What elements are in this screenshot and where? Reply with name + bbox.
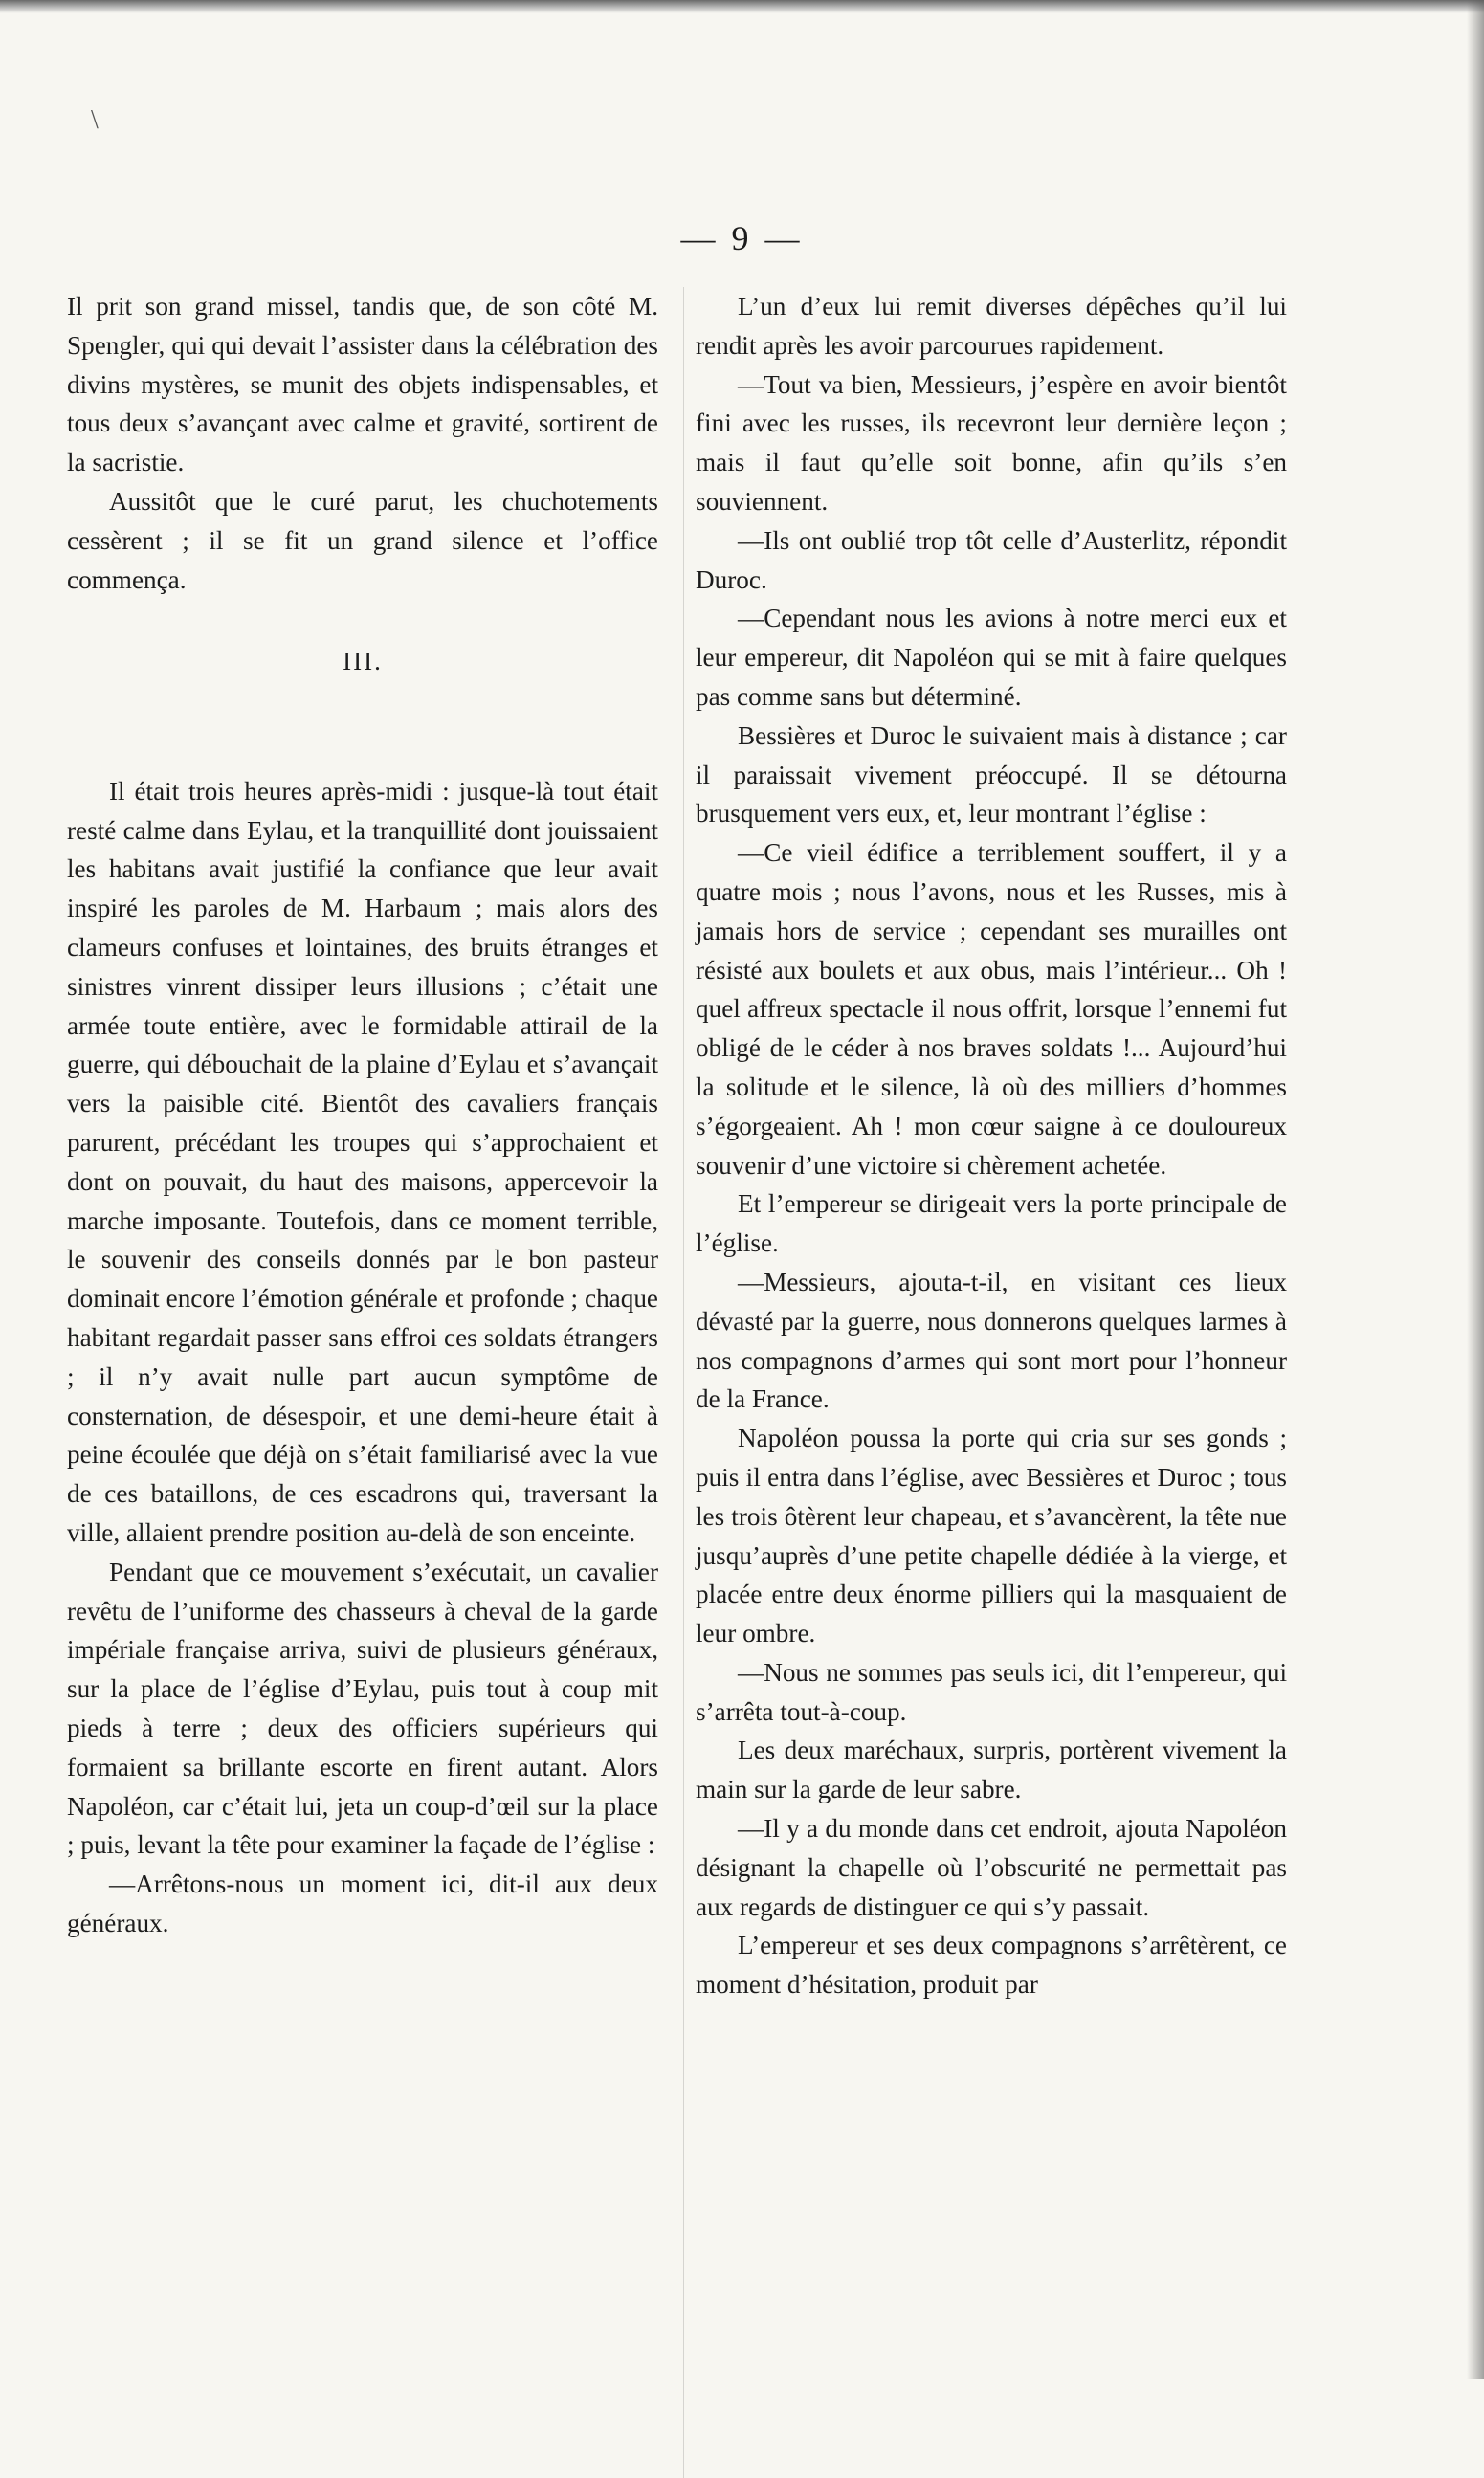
paragraph: Il était trois heures après-midi : jusque-là tout était resté calme dans Eylau, et la tranquillité dont jouissaient les habitans avait justifié la confiance que leur avait inspiré les paroles de M. Harbaum ; mais alors des clameurs confuses et lointaines, des bruits étranges et sinistres vinrent dissiper leurs illusions ; c’était une armée toute entière, avec le formidable attirail de la guerre, qui débouchait de la plaine d’Eylau et s’avançait vers la paisible cité. Bientôt des cavaliers français parurent, précédant les troupes qui s’approchaient et dont on pouvait, du haut des maisons, appercevoir la marche imposante. Toutefois, dans ce moment terrible, le souvenir des conseils donnés par le bon pasteur dominait encore l’émotion générale et profonde ; chaque habitant regardait passer sans effroi ces soldats étrangers ; il n’y avait nulle part aucun symptôme de consternation, de désespoir, et une demi-heure était à peine écoulée que déjà on s’était familiarisé avec la vue de ces bataillons, de ces escadrons qui, traversant la ville, allaient prendre position au-delà de son enceinte.: [67, 776, 658, 1548]
paragraph: —Nous ne sommes pas seuls ici, dit l’empereur, qui s’arrêta tout-à-coup.: [696, 1657, 1287, 1726]
paragraph: —Ce vieil édifice a terriblement souffert, il y a quatre mois ; nous l’avons, nous et les Russes, mis à jamais hors de service ; cependant ses murailles ont résisté aux boulets et aux obus, mais l’intérieur... Oh ! quel affreux spectacle il nous offrit, lorsque l’ennemi fut obligé de le céder à nos braves soldats !... Aujourd’hui la solitude et le silence, là où des milliers d’hommes s’égorgeaient. Ah ! mon cœur saigne à ce douloureux souvenir d’une victoire si chèrement achetée.: [696, 838, 1287, 1180]
paragraph: —Arrêtons-nous un moment ici, dit-il aux deux généraux.: [67, 1870, 658, 1937]
page-number: — 9 —: [680, 219, 804, 257]
paragraph: Il prit son grand missel, tandis que, de son côté M. Spengler, qui qui devait l’assister dans la célébration des divins mystères, se munit des objets indispensables, et tous deux s’avançant avec calme et gravité, sortirent de la sacristie.: [67, 292, 658, 477]
paragraph: —Tout va bien, Messieurs, j’espère en avoir bientôt fini avec les russes, ils recevront leur dernière leçon ; mais il faut qu’elle soit bonne, afin qu’ils s’en souviennent.: [696, 369, 1287, 516]
scan-right-edge: [1467, 0, 1484, 2379]
paragraph: Et l’empereur se dirigeait vers la porte principale de l’église.: [696, 1189, 1287, 1258]
paragraph: L’empereur et ses deux compagnons s’arrêtèrent, ce moment d’hésitation, produit par: [696, 1931, 1287, 2000]
paragraph: Napoléon poussa la porte qui cria sur ses gonds ; puis il entra dans l’église, avec Bessières et Duroc ; tous les trois ôtèrent leur chapeau, et s’avancèrent, la tête nue jusqu’auprès d’une petite chapelle dédiée à la vierge, et placée entre deux énorme pilliers qui la masquaient de leur ombre.: [696, 1424, 1287, 1648]
paragraph: Aussitôt que le curé parut, les chuchotements cessèrent ; il se fit un grand silence et l’office commença.: [67, 486, 658, 594]
paragraph: Pendant que ce mouvement s’exécutait, un cavalier revêtu de l’uniforme des chasseurs à cheval de la garde impériale française arriva, suivi de plusieurs généraux, sur la place de l’église d’Eylau, puis tout à coup mit pieds à terre ; deux des officiers supérieurs qui formaient sa brillante escorte en firent autant. Alors Napoléon, car c’était lui, jeta un coup-d’œil sur la place ; puis, levant la tête pour examiner la façade de l’église :: [67, 1557, 658, 1860]
paragraph: Bessières et Duroc le suivaient mais à distance ; car il paraissait vivement préoccupé. Il se détourna brusquement vers eux, et, leur montrant l’église :: [696, 720, 1287, 829]
right-column: [696, 287, 1287, 2004]
column-gutter: [683, 287, 684, 2478]
section-heading: III.: [343, 647, 383, 676]
paragraph: L’un d’eux lui remit diverses dépêches qu’il lui rendit après les avoir parcourues rapidement.: [696, 292, 1287, 360]
stray-mark: \: [91, 105, 99, 135]
paragraph: —Il y a du monde dans cet endroit, ajouta Napoléon désignant la chapelle où l’obscurité ne permettait pas aux regards de distinguer ce qui s’y passait.: [696, 1814, 1287, 1921]
scan-top-edge: [0, 0, 1484, 13]
paragraph: —Cependant nous les avions à notre merci eux et leur empereur, dit Napoléon qui se mit à faire quelques pas comme sans but déterminé.: [696, 604, 1287, 711]
left-column: [67, 287, 658, 1943]
paragraph: —Messieurs, ajouta-t-il, en visitant ces lieux dévasté par la guerre, nous donnerons quelques larmes à nos compagnons d’armes qui sont mort pour l’honneur de la France.: [696, 1267, 1287, 1414]
paragraph: —Ils ont oublié trop tôt celle d’Austerlitz, répondit Duroc.: [696, 525, 1287, 594]
paragraph: Les deux maréchaux, surpris, portèrent vivement la main sur la garde de leur sabre.: [696, 1736, 1287, 1804]
